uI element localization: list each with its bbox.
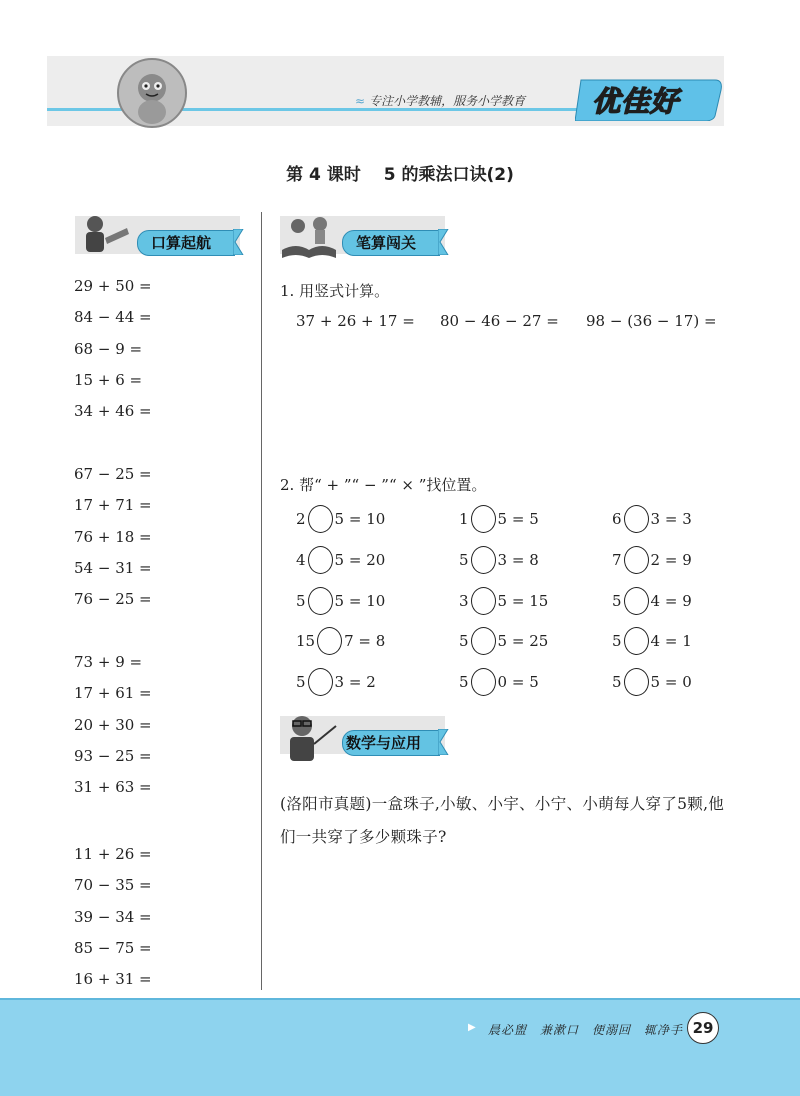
application-title: 数学与应用 [346, 734, 422, 752]
q1-item: 98 − (36 − 17) = [586, 312, 717, 330]
operand-left: 5 [296, 592, 306, 610]
play-arrow-icon: ▶ [468, 1022, 476, 1033]
operand-right: 2 = 9 [650, 551, 692, 569]
oral-calc-item: 85 − 75 = [74, 939, 152, 957]
brand-logo: 优佳好 [592, 85, 680, 118]
question-2: 2. 帮“ + ”“ − ”“ × ”找位置。 [280, 476, 487, 494]
operator-blank[interactable] [471, 627, 496, 655]
operator-blank[interactable] [624, 668, 649, 696]
operator-equation [296, 546, 385, 574]
operand-right: 5 = 5 [497, 510, 539, 528]
operand-left: 5 [459, 673, 469, 691]
operand-left: 5 [296, 673, 306, 691]
footer-motto: 晨必盥 兼漱口 便溺回 辄净手 [488, 1023, 684, 1037]
operator-blank[interactable] [624, 546, 649, 574]
column-divider [261, 212, 262, 990]
operand-right: 4 = 9 [650, 592, 692, 610]
operand-left: 3 [459, 592, 469, 610]
operator-blank[interactable] [471, 668, 496, 696]
operand-left: 15 [296, 632, 316, 650]
operator-equation [459, 627, 548, 655]
operator-equation [612, 627, 692, 655]
teacher-icon [280, 712, 338, 764]
oral-calc-item: 34 + 46 = [74, 402, 152, 420]
operand-right: 7 = 8 [344, 632, 386, 650]
operand-left: 2 [296, 510, 306, 528]
operator-equation [296, 668, 376, 696]
oral-calc-item: 17 + 61 = [74, 684, 152, 702]
operator-blank[interactable] [308, 546, 333, 574]
question-1: 1. 用竖式计算。 [280, 282, 390, 300]
lesson-title: 第 4 课时 5 的乘法口诀(2) [286, 165, 514, 185]
operator-blank[interactable] [308, 668, 333, 696]
operator-blank[interactable] [317, 627, 342, 655]
oral-calc-item: 20 + 30 = [74, 716, 152, 734]
oral-calc-item: 11 + 26 = [74, 845, 152, 863]
operator-equation [459, 587, 548, 615]
header-slogan: ≈ 专注小学教辅，服务小学教育 [355, 94, 526, 108]
operator-blank[interactable] [471, 546, 496, 574]
operator-blank[interactable] [624, 505, 649, 533]
page-number: 29 [687, 1012, 719, 1044]
oral-calc-item: 16 + 31 = [74, 970, 152, 988]
written-calc-banner [280, 212, 450, 262]
operator-equation [459, 505, 539, 533]
student-icon [75, 212, 131, 260]
operator-equation [612, 546, 692, 574]
operator-equation [296, 505, 385, 533]
wave-icon: ≈ [355, 94, 366, 108]
operand-left: 5 [459, 551, 469, 569]
oral-calc-item: 54 − 31 = [74, 559, 152, 577]
oral-calc-title: 口算起航 [151, 234, 212, 252]
book-reading-icon [280, 212, 338, 260]
operand-right: 5 = 10 [334, 510, 386, 528]
operator-blank[interactable] [471, 505, 496, 533]
operator-blank[interactable] [471, 587, 496, 615]
operand-left: 6 [612, 510, 622, 528]
operand-right: 3 = 2 [334, 673, 376, 691]
operator-blank[interactable] [308, 587, 333, 615]
oral-calc-item: 29 + 50 = [74, 277, 152, 295]
operand-right: 5 = 10 [334, 592, 386, 610]
oral-calc-item: 84 − 44 = [74, 308, 152, 326]
operand-right: 5 = 25 [497, 632, 549, 650]
operand-right: 3 = 3 [650, 510, 692, 528]
operator-equation [612, 505, 692, 533]
operator-equation [296, 587, 385, 615]
q1-item: 80 − 46 − 27 = [440, 312, 559, 330]
operator-equation [612, 668, 692, 696]
oral-calc-item: 76 − 25 = [74, 590, 152, 608]
operand-right: 5 = 20 [334, 551, 386, 569]
operator-equation [459, 546, 539, 574]
operator-blank[interactable] [624, 627, 649, 655]
oral-calc-item: 67 − 25 = [74, 465, 152, 483]
oral-calc-banner [75, 212, 245, 262]
operator-blank[interactable] [624, 587, 649, 615]
operator-equation [296, 627, 385, 655]
operand-right: 4 = 1 [650, 632, 692, 650]
oral-calc-item: 15 + 6 = [74, 371, 143, 389]
operand-right: 5 = 15 [497, 592, 549, 610]
operand-left: 4 [296, 551, 306, 569]
oral-calc-item: 68 − 9 = [74, 340, 143, 358]
page-footer [0, 998, 800, 1096]
oral-calc-item: 76 + 18 = [74, 528, 152, 546]
operand-right: 0 = 5 [497, 673, 539, 691]
oral-calc-item: 31 + 63 = [74, 778, 152, 796]
operand-left: 5 [612, 592, 622, 610]
operand-right: 5 = 0 [650, 673, 692, 691]
q1-item: 37 + 26 + 17 = [296, 312, 415, 330]
operand-left: 5 [459, 632, 469, 650]
operator-equation [459, 668, 539, 696]
operator-blank[interactable] [308, 505, 333, 533]
oral-calc-item: 39 − 34 = [74, 908, 152, 926]
word-problem: (洛阳市真题)一盒珠子,小敏、小宇、小宁、小萌每人穿了5颗,他们一共穿了多少颗珠子? [280, 795, 725, 846]
mascot-logo [117, 58, 187, 128]
oral-calc-item: 93 − 25 = [74, 747, 152, 765]
operand-left: 1 [459, 510, 469, 528]
oral-calc-item: 70 − 35 = [74, 876, 152, 894]
operand-left: 5 [612, 632, 622, 650]
operator-equation [612, 587, 692, 615]
operand-left: 5 [612, 673, 622, 691]
written-calc-title: 笔算闯关 [356, 234, 417, 252]
oral-calc-item: 73 + 9 = [74, 653, 143, 671]
oral-calc-item: 17 + 71 = [74, 496, 152, 514]
operand-right: 3 = 8 [497, 551, 539, 569]
application-banner [280, 712, 450, 766]
operand-left: 7 [612, 551, 622, 569]
